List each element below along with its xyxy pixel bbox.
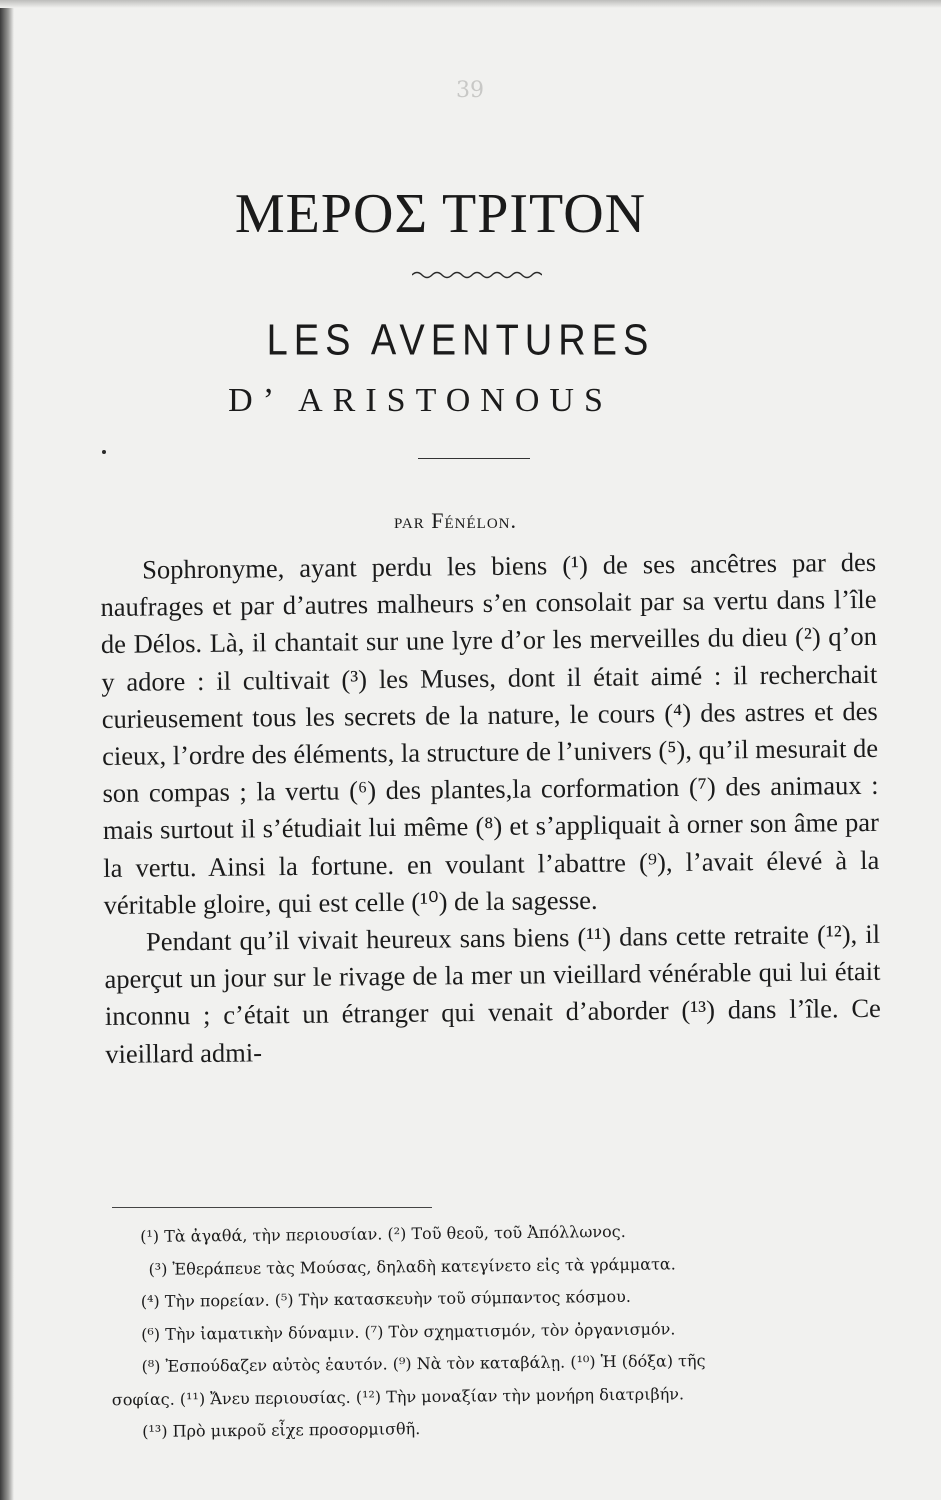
footnote-line: σοφίας. (¹¹) Ἄνευ περιουσίας. (¹²) Τὴν μοναξίαν τὴν μονήρη διατριβήν. bbox=[111, 1383, 685, 1409]
paragraph-2: Pendant qu’il vivait heureux sans biens (¹¹) dans cette retraite (¹²), il aperçut un jour sur le rivage de la mer un vieillard vénérable qui lui était inconnu ; c’était un étranger qui venait d’aborder (¹³) dans l’île. Ce vieillard admi- bbox=[104, 918, 881, 1069]
page-number: 39 bbox=[456, 78, 484, 103]
wavy-ornament bbox=[412, 268, 542, 282]
footnote-line: (³) Ἐθεράπευε τὰς Μούσας, δηλαδὴ κατεγίνετο εἰς τὰ γράμματα. bbox=[148, 1253, 676, 1279]
footnote-line: (⁴) Τὴν πορείαν. (⁵) Τὴν κατασκευὴν τοῦ σύμπαντος κόσμου. bbox=[140, 1286, 631, 1311]
page-shadow-top bbox=[0, 0, 941, 8]
footnote-line: (¹³) Πρὸ μικροῦ εἶχε προσορμισθῆ. bbox=[142, 1419, 421, 1441]
author-line bbox=[0, 508, 926, 534]
paragraph-1: Sophronyme, ayant perdu les biens (¹) de ses ancêtres par des naufrages et par d’autres malheurs s’en consolait par sa vertu dans l’île de Délos. Là, il chantait sur une lyre d’or les merveilles du dieu (²) q’on y adore : il cultivait (³) les Muses, dont il était aimé : il recherchait curieusement tous les secrets de la nature, le cours (⁴) des astres et des cieux, l’ordre des éléments, la structure de l’univers (⁵), qu’il mesurait de son compas ; la vertu (⁶) des plantes,la corformation (⁷) des animaux : mais surtout il s’étudiait lui même (⁸) et s’appliquait à orner son âme par la vertu. Ainsi la fortune. en voulant l’abattre (⁹), l’avait élevé à la véritable gloire, qui est celle (¹⁰) de la sagesse. bbox=[100, 546, 880, 920]
greek-title: ΜΕΡΟΣ ΤΡΙΤΟΝ bbox=[234, 183, 647, 245]
body-text bbox=[100, 544, 881, 1073]
footnote-line: (⁶) Τὴν ἰαματικὴν δύναμιν. (⁷) Τὸν σχηματισμόν, τὸν ὀργανισμόν. bbox=[141, 1318, 676, 1344]
author-name: Fénélon. bbox=[431, 508, 518, 533]
footnote-line: (⁸) Ἐσπούδαζεν αὐτὸς ἑαυτόν. (⁹) Νὰ τὸν καταβάλῃ. (¹⁰) Ἡ (δόξα) τῆς bbox=[141, 1351, 706, 1376]
footnotes bbox=[111, 1213, 902, 1448]
footnote-rule bbox=[112, 1207, 432, 1208]
main-title: D’ ARISTONOUS bbox=[228, 382, 613, 419]
stray-dot bbox=[102, 450, 106, 454]
title-rule bbox=[418, 458, 530, 459]
author-prefix: par bbox=[393, 508, 425, 533]
subtitle: LES AVENTURES bbox=[266, 316, 655, 366]
footnote-line: (¹) Τὰ ἀγαθά, τὴν περιουσίαν. (²) Τοῦ θεοῦ, τοῦ Ἀπόλλωνος. bbox=[140, 1221, 626, 1246]
